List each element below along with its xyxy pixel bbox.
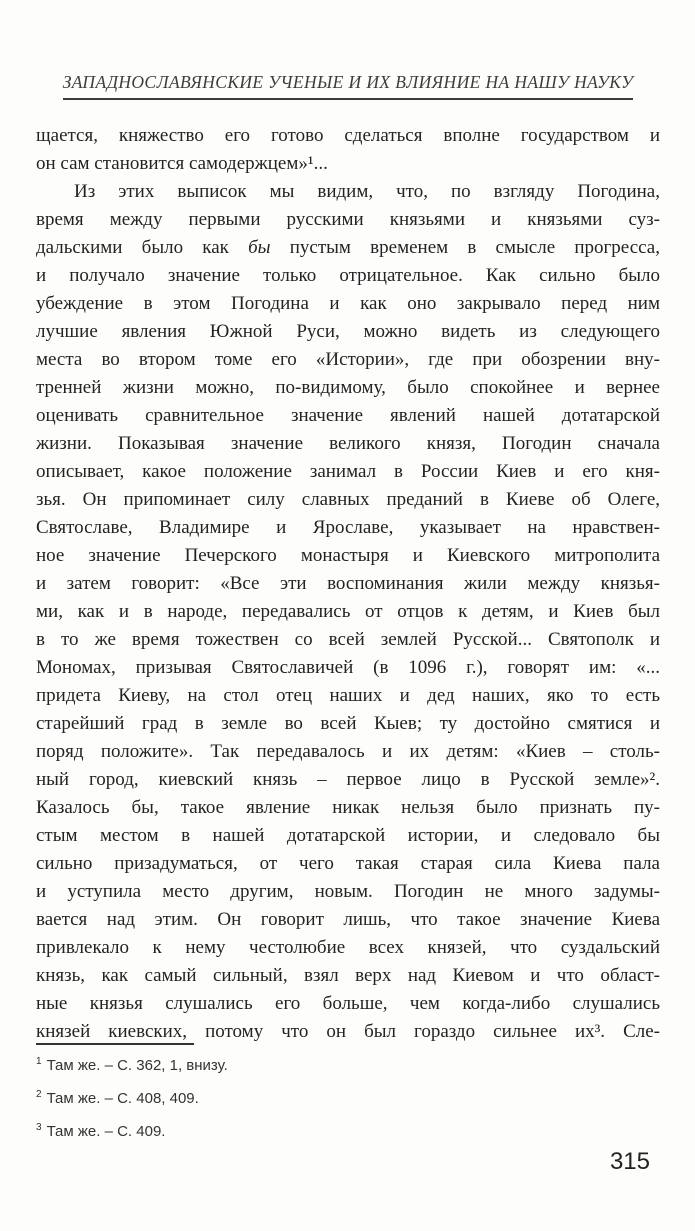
text-line: вается над этим. Он говорит лишь, что такое значение Киева xyxy=(36,909,660,930)
text-line: поряд положите». Так передавалось и их детям: «Киев – столь- xyxy=(36,741,660,762)
footnote-marker: 2 xyxy=(36,1089,42,1100)
text-line-segment: дальскими было как xyxy=(36,237,249,258)
text-line: описывает, какое положение занимал в России Киев и его кня- xyxy=(36,461,660,482)
emphasis-word: бы xyxy=(248,237,271,258)
text-line: сильно призадуматься, от чего такая старая сила Киева пала xyxy=(36,853,660,874)
footnotes xyxy=(36,1052,660,1151)
text-line: он сам становится самодержцем»¹... xyxy=(36,153,328,174)
text-line: лучшие явления Южной Руси, можно видеть из следующего xyxy=(36,321,660,342)
text-line: старейший град в земле во всей Кыев; ту достойно смятися и xyxy=(36,713,660,734)
text-line: ное значение Печерского монастыря и Киевского митрополита xyxy=(36,545,660,566)
text-line xyxy=(36,234,660,262)
text-line: ный город, киевский князь – первое лицо в Русской земле»². xyxy=(36,769,660,790)
running-header xyxy=(36,72,660,100)
footnote xyxy=(36,1052,660,1076)
text-line: князей киевских, потому что он был гораздо сильнее их³. Сле- xyxy=(36,1021,660,1042)
text-line: убеждение в этом Погодина и как оно закрывало перед ним xyxy=(36,293,660,314)
text-line: князь, как самый сильный, взял верх над Киевом и что област- xyxy=(36,965,660,986)
text-line: щается, княжество его готово сделаться вполне государством и xyxy=(36,125,660,146)
chapter-title: ЗАПАДНОСЛАВЯНСКИЕ УЧЕНЫЕ И ИХ ВЛИЯНИЕ НА НАШУ НАУКУ xyxy=(63,72,634,100)
text-line: и уступила место другим, новым. Погодин не много задумы- xyxy=(36,881,660,902)
text-line: и получало значение только отрицательное. Как сильно было xyxy=(36,265,660,286)
footnote-separator xyxy=(36,1043,194,1045)
text-line: Из этих выписок мы видим, что, по взгляду Погодина, xyxy=(74,181,660,202)
footnote xyxy=(36,1118,660,1142)
footnote xyxy=(36,1085,660,1109)
text-line: места во втором томе его «Истории», где при обозрении вну- xyxy=(36,349,660,370)
text-line: зья. Он припоминает силу славных преданий в Киеве об Олеге, xyxy=(36,489,660,510)
text-line-segment: пустым временем в смысле прогресса, xyxy=(270,237,660,258)
text-line: тренней жизни можно, по-видимому, было спокойнее и вернее xyxy=(36,377,660,398)
text-line: в то же время тожествен со всей землей Русской... Святополк и xyxy=(36,629,660,650)
text-line: жизни. Показывая значение великого князя, Погодин сначала xyxy=(36,433,660,454)
footnote-marker: 1 xyxy=(36,1056,42,1067)
text-line: привлекало к нему честолюбие всех князей, что суздальский xyxy=(36,937,660,958)
text-line: Казалось бы, такое явление никак нельзя было признать пу- xyxy=(36,797,660,818)
text-line: стым местом в нашей дотатарской истории, и следовало бы xyxy=(36,825,660,846)
text-line: оценивать сравнительное значение явлений нашей дотатарской xyxy=(36,405,660,426)
footnote-text: Там же. – С. 408, 409. xyxy=(46,1090,199,1107)
text-line: Святославе, Владимире и Ярославе, указывает на нравствен- xyxy=(36,517,660,538)
footnote-text: Там же. – С. 409. xyxy=(46,1123,166,1140)
body-text xyxy=(36,122,660,1046)
text-line: время между первыми русскими князьями и князьями суз- xyxy=(36,209,660,230)
text-line: Мономах, призывая Святославичей (в 1096 г.), говорят им: «... xyxy=(36,657,660,678)
page-number: 315 xyxy=(609,1148,650,1175)
footnote-marker: 3 xyxy=(36,1122,42,1133)
text-line: ми, как и в народе, передавались от отцов к детям, и Киев был xyxy=(36,601,660,622)
footnote-text: Там же. – С. 362, 1, внизу. xyxy=(46,1057,228,1074)
text-line: придета Киеву, на стол отец наших и дед наших, яко то есть xyxy=(36,685,660,706)
text-line: ные князья слушались его больше, чем когда-либо слушались xyxy=(36,993,660,1014)
text-line: и затем говорит: «Все эти воспоминания жили между князья- xyxy=(36,573,660,594)
